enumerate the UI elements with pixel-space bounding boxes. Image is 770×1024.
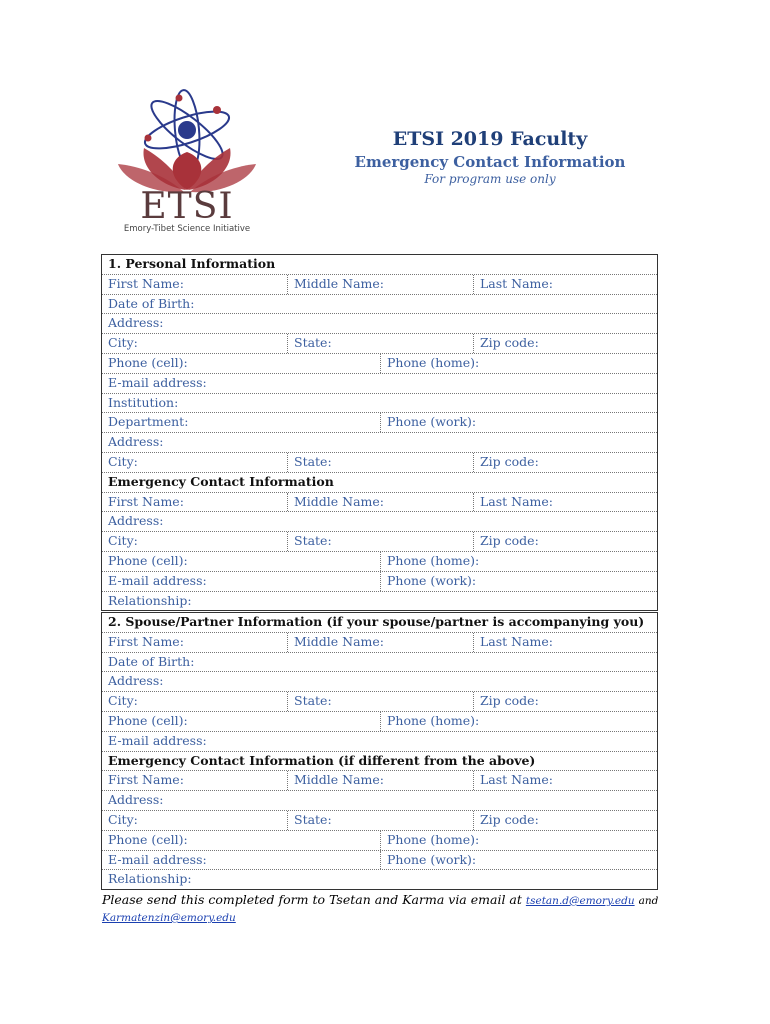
- form-row: [102, 653, 657, 673]
- date-of-birth-field[interactable]: Date of Birth:: [108, 653, 195, 669]
- etsi-logo: [100, 86, 275, 234]
- state-field[interactable]: State:: [287, 692, 473, 711]
- first-name-field[interactable]: First Name:: [108, 275, 184, 291]
- form-row: [102, 433, 657, 453]
- address-field[interactable]: Address:: [108, 434, 164, 450]
- middle-name-field[interactable]: Middle Name:: [287, 633, 473, 652]
- city-field[interactable]: City:: [108, 811, 138, 827]
- e-mail-address-field[interactable]: E-mail address:: [108, 732, 207, 748]
- form-row: [102, 592, 657, 611]
- form-row: [102, 295, 657, 315]
- section-header: [102, 752, 657, 772]
- middle-name-field[interactable]: Middle Name:: [287, 771, 473, 790]
- section-header: [102, 473, 657, 493]
- spouse-partner-information-form: [101, 612, 658, 890]
- address-field[interactable]: Address:: [108, 513, 164, 529]
- address-field[interactable]: Address:: [108, 792, 164, 808]
- page-subtitle: Emergency Contact Information: [354, 153, 626, 171]
- state-field[interactable]: State:: [287, 334, 473, 353]
- last-name-field[interactable]: Last Name:: [473, 493, 657, 512]
- email-link-tsetan[interactable]: tsetan.d@emory.edu: [525, 895, 635, 907]
- phone-cell-field[interactable]: Phone (cell):: [108, 831, 188, 847]
- e-mail-address-field[interactable]: E-mail address:: [108, 572, 207, 588]
- institution-field[interactable]: Institution:: [108, 394, 179, 410]
- form-row: [102, 512, 657, 532]
- relationship-field[interactable]: Relationship:: [108, 592, 192, 608]
- form-row: [102, 453, 657, 473]
- form-row: [102, 712, 657, 732]
- middle-name-field[interactable]: Middle Name:: [287, 275, 473, 294]
- last-name-field[interactable]: Last Name:: [473, 633, 657, 652]
- last-name-field[interactable]: Last Name:: [473, 771, 657, 790]
- state-field[interactable]: State:: [287, 453, 473, 472]
- address-field[interactable]: Address:: [108, 673, 164, 689]
- form-row: [102, 672, 657, 692]
- form-row: [102, 354, 657, 374]
- phone-home-field[interactable]: Phone (home):: [380, 831, 657, 850]
- footer-text: Please send this completed form to Tsetan and Karma via email at: [102, 892, 522, 907]
- form-row: [102, 493, 657, 513]
- form-row: [102, 374, 657, 394]
- page-title: ETSI 2019 Faculty: [392, 128, 588, 150]
- form-row: [102, 791, 657, 811]
- form-row: [102, 413, 657, 433]
- e-mail-address-field[interactable]: E-mail address:: [108, 374, 207, 390]
- zip-code-field[interactable]: Zip code:: [473, 532, 657, 551]
- phone-home-field[interactable]: Phone (home):: [380, 552, 657, 571]
- city-field[interactable]: City:: [108, 693, 138, 709]
- phone-home-field[interactable]: Phone (home):: [380, 354, 657, 373]
- email-link-karma[interactable]: Karmatenzin@emory.edu: [102, 912, 236, 924]
- form-row: [102, 870, 657, 889]
- phone-cell-field[interactable]: Phone (cell):: [108, 354, 188, 370]
- zip-code-field[interactable]: Zip code:: [473, 692, 657, 711]
- phone-work-field[interactable]: Phone (work):: [380, 413, 657, 432]
- form-row: [102, 572, 657, 592]
- city-field[interactable]: City:: [108, 453, 138, 469]
- first-name-field[interactable]: First Name:: [108, 493, 184, 509]
- e-mail-address-field[interactable]: E-mail address:: [108, 851, 207, 867]
- form-row: [102, 633, 657, 653]
- section-header: [102, 255, 657, 275]
- phone-home-field[interactable]: Phone (home):: [380, 712, 657, 731]
- form-row: [102, 851, 657, 871]
- first-name-field[interactable]: First Name:: [108, 772, 184, 788]
- relationship-field[interactable]: Relationship:: [108, 871, 192, 887]
- logo-wordmark: ETSI: [140, 186, 234, 227]
- zip-code-field[interactable]: Zip code:: [473, 811, 657, 830]
- state-field[interactable]: State:: [287, 811, 473, 830]
- phone-cell-field[interactable]: Phone (cell):: [108, 712, 188, 728]
- section-header: [102, 613, 657, 633]
- date-of-birth-field[interactable]: Date of Birth:: [108, 295, 195, 311]
- first-name-field[interactable]: First Name:: [108, 633, 184, 649]
- department-field[interactable]: Department:: [108, 414, 189, 430]
- form-row: [102, 771, 657, 791]
- section-heading: Emergency Contact Information (if different from the above): [108, 752, 536, 768]
- city-field[interactable]: City:: [108, 335, 138, 351]
- logo-tagline: Emory-Tibet Science Initiative: [123, 224, 251, 234]
- section-heading: Emergency Contact Information: [108, 473, 334, 489]
- form-row: [102, 811, 657, 831]
- form-row: [102, 732, 657, 752]
- form-row: [102, 314, 657, 334]
- phone-work-field[interactable]: Phone (work):: [380, 851, 657, 870]
- footer-instructions: [102, 892, 662, 926]
- form-row: [102, 532, 657, 552]
- section-heading: 2. Spouse/Partner Information (if your spouse/partner is accompanying you): [108, 614, 645, 629]
- form-row: [102, 275, 657, 295]
- phone-cell-field[interactable]: Phone (cell):: [108, 552, 188, 568]
- last-name-field[interactable]: Last Name:: [473, 275, 657, 294]
- form-row: [102, 334, 657, 354]
- footer-conjunction: and: [638, 895, 659, 907]
- city-field[interactable]: City:: [108, 533, 138, 549]
- zip-code-field[interactable]: Zip code:: [473, 334, 657, 353]
- form-row: [102, 831, 657, 851]
- middle-name-field[interactable]: Middle Name:: [287, 493, 473, 512]
- address-field[interactable]: Address:: [108, 315, 164, 331]
- personal-information-form: [101, 254, 658, 611]
- state-field[interactable]: State:: [287, 532, 473, 551]
- zip-code-field[interactable]: Zip code:: [473, 453, 657, 472]
- usage-note: For program use only: [424, 172, 556, 186]
- form-row: [102, 692, 657, 712]
- form-row: [102, 552, 657, 572]
- form-row: [102, 394, 657, 414]
- phone-work-field[interactable]: Phone (work):: [380, 572, 657, 591]
- section-heading: 1. Personal Information: [108, 256, 276, 271]
